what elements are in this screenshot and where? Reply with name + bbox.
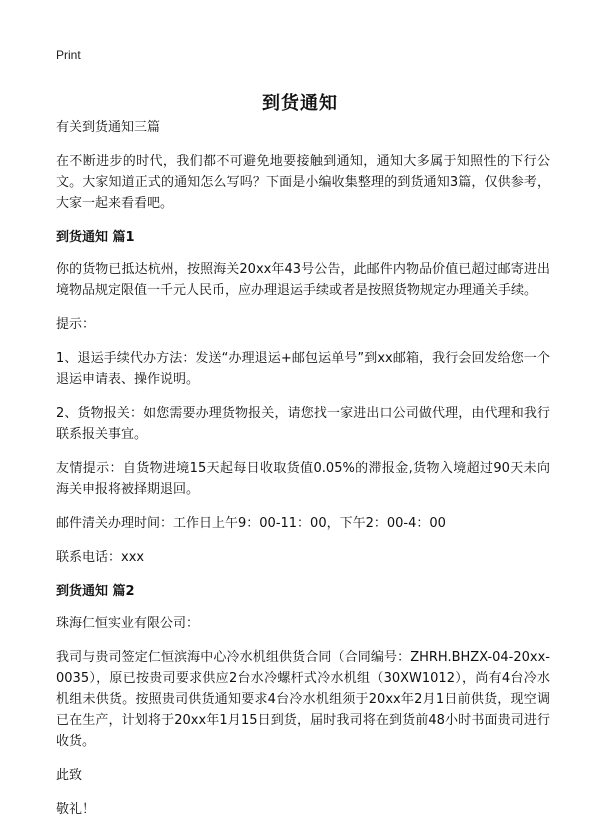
section-1-paragraph-1: 你的货物已抵达杭州，按照海关20xx年43号公告，此邮件内物品价值已超过邮寄进出境物品规定限值一千元人民币，应办理退运手续或者是按照货物规定办理通关手续。: [56, 262, 550, 298]
intro-paragraph: 在不断进步的时代，我们都不可避免地要接触到通知，通知大多属于知照性的下行公文。大家知道正式的通知怎么写吗？下面是小编收集整理的到货通知3篇，仅供参考，大家一起来看看吧。: [56, 154, 550, 211]
print-link[interactable]: Print: [56, 48, 81, 62]
section-2-heading: 到货通知 篇2: [56, 584, 135, 599]
section-2-recipient: 珠海仁恒实业有限公司：: [56, 616, 200, 631]
document-body: [56, 117, 550, 828]
section-2-body: 我司与贵司签定仁恒滨海中心冷水机组供货合同（合同编号：ZHRH.BHZX-04-20xx-0035），原已按贵司要求供应2台水冷螺杆式冷水机组（30XW1012），尚有4台冷水机组未供货。按照贵司供货通知要求4台冷水机组须于20xx年2月1日前供货，现空调已在生产，计划将于20xx年1月15日到货，届时我司将在到货前48小时书面贵司进行收货。: [56, 650, 550, 749]
section-1-contact-phone: 联系电话：xxx: [56, 550, 145, 565]
section-1-friendly-tip: 友情提示：自货物进境15天起每日收取货值0.05%的滞报金,货物入境超过90天未向海关申报将被择期退回。: [56, 461, 550, 497]
section-1-customs-instructions: 2、货物报关：如您需要办理货物报关，请您找一家进出口公司做代理，由代理和我行联系报关事宜。: [56, 406, 550, 442]
section-2-closing: 此致: [56, 768, 83, 783]
section-2-salutation: 敬礼！: [56, 802, 96, 817]
section-1-heading: 到货通知 篇1: [56, 230, 135, 245]
document-subtitle: 有关到货通知三篇: [56, 120, 161, 135]
section-1-office-hours: 邮件清关办理时间：工作日上午9：00-11：00，下午2：00-4：00: [56, 516, 446, 531]
page-title: 到货通知: [262, 93, 338, 115]
section-1-return-instructions: 1、退运手续代办方法：发送“办理退运+邮包运单号”到xx邮箱，我行会回发给您一个退运申请表、操作说明。: [56, 351, 550, 387]
section-1-tip-label: 提示：: [56, 317, 96, 332]
